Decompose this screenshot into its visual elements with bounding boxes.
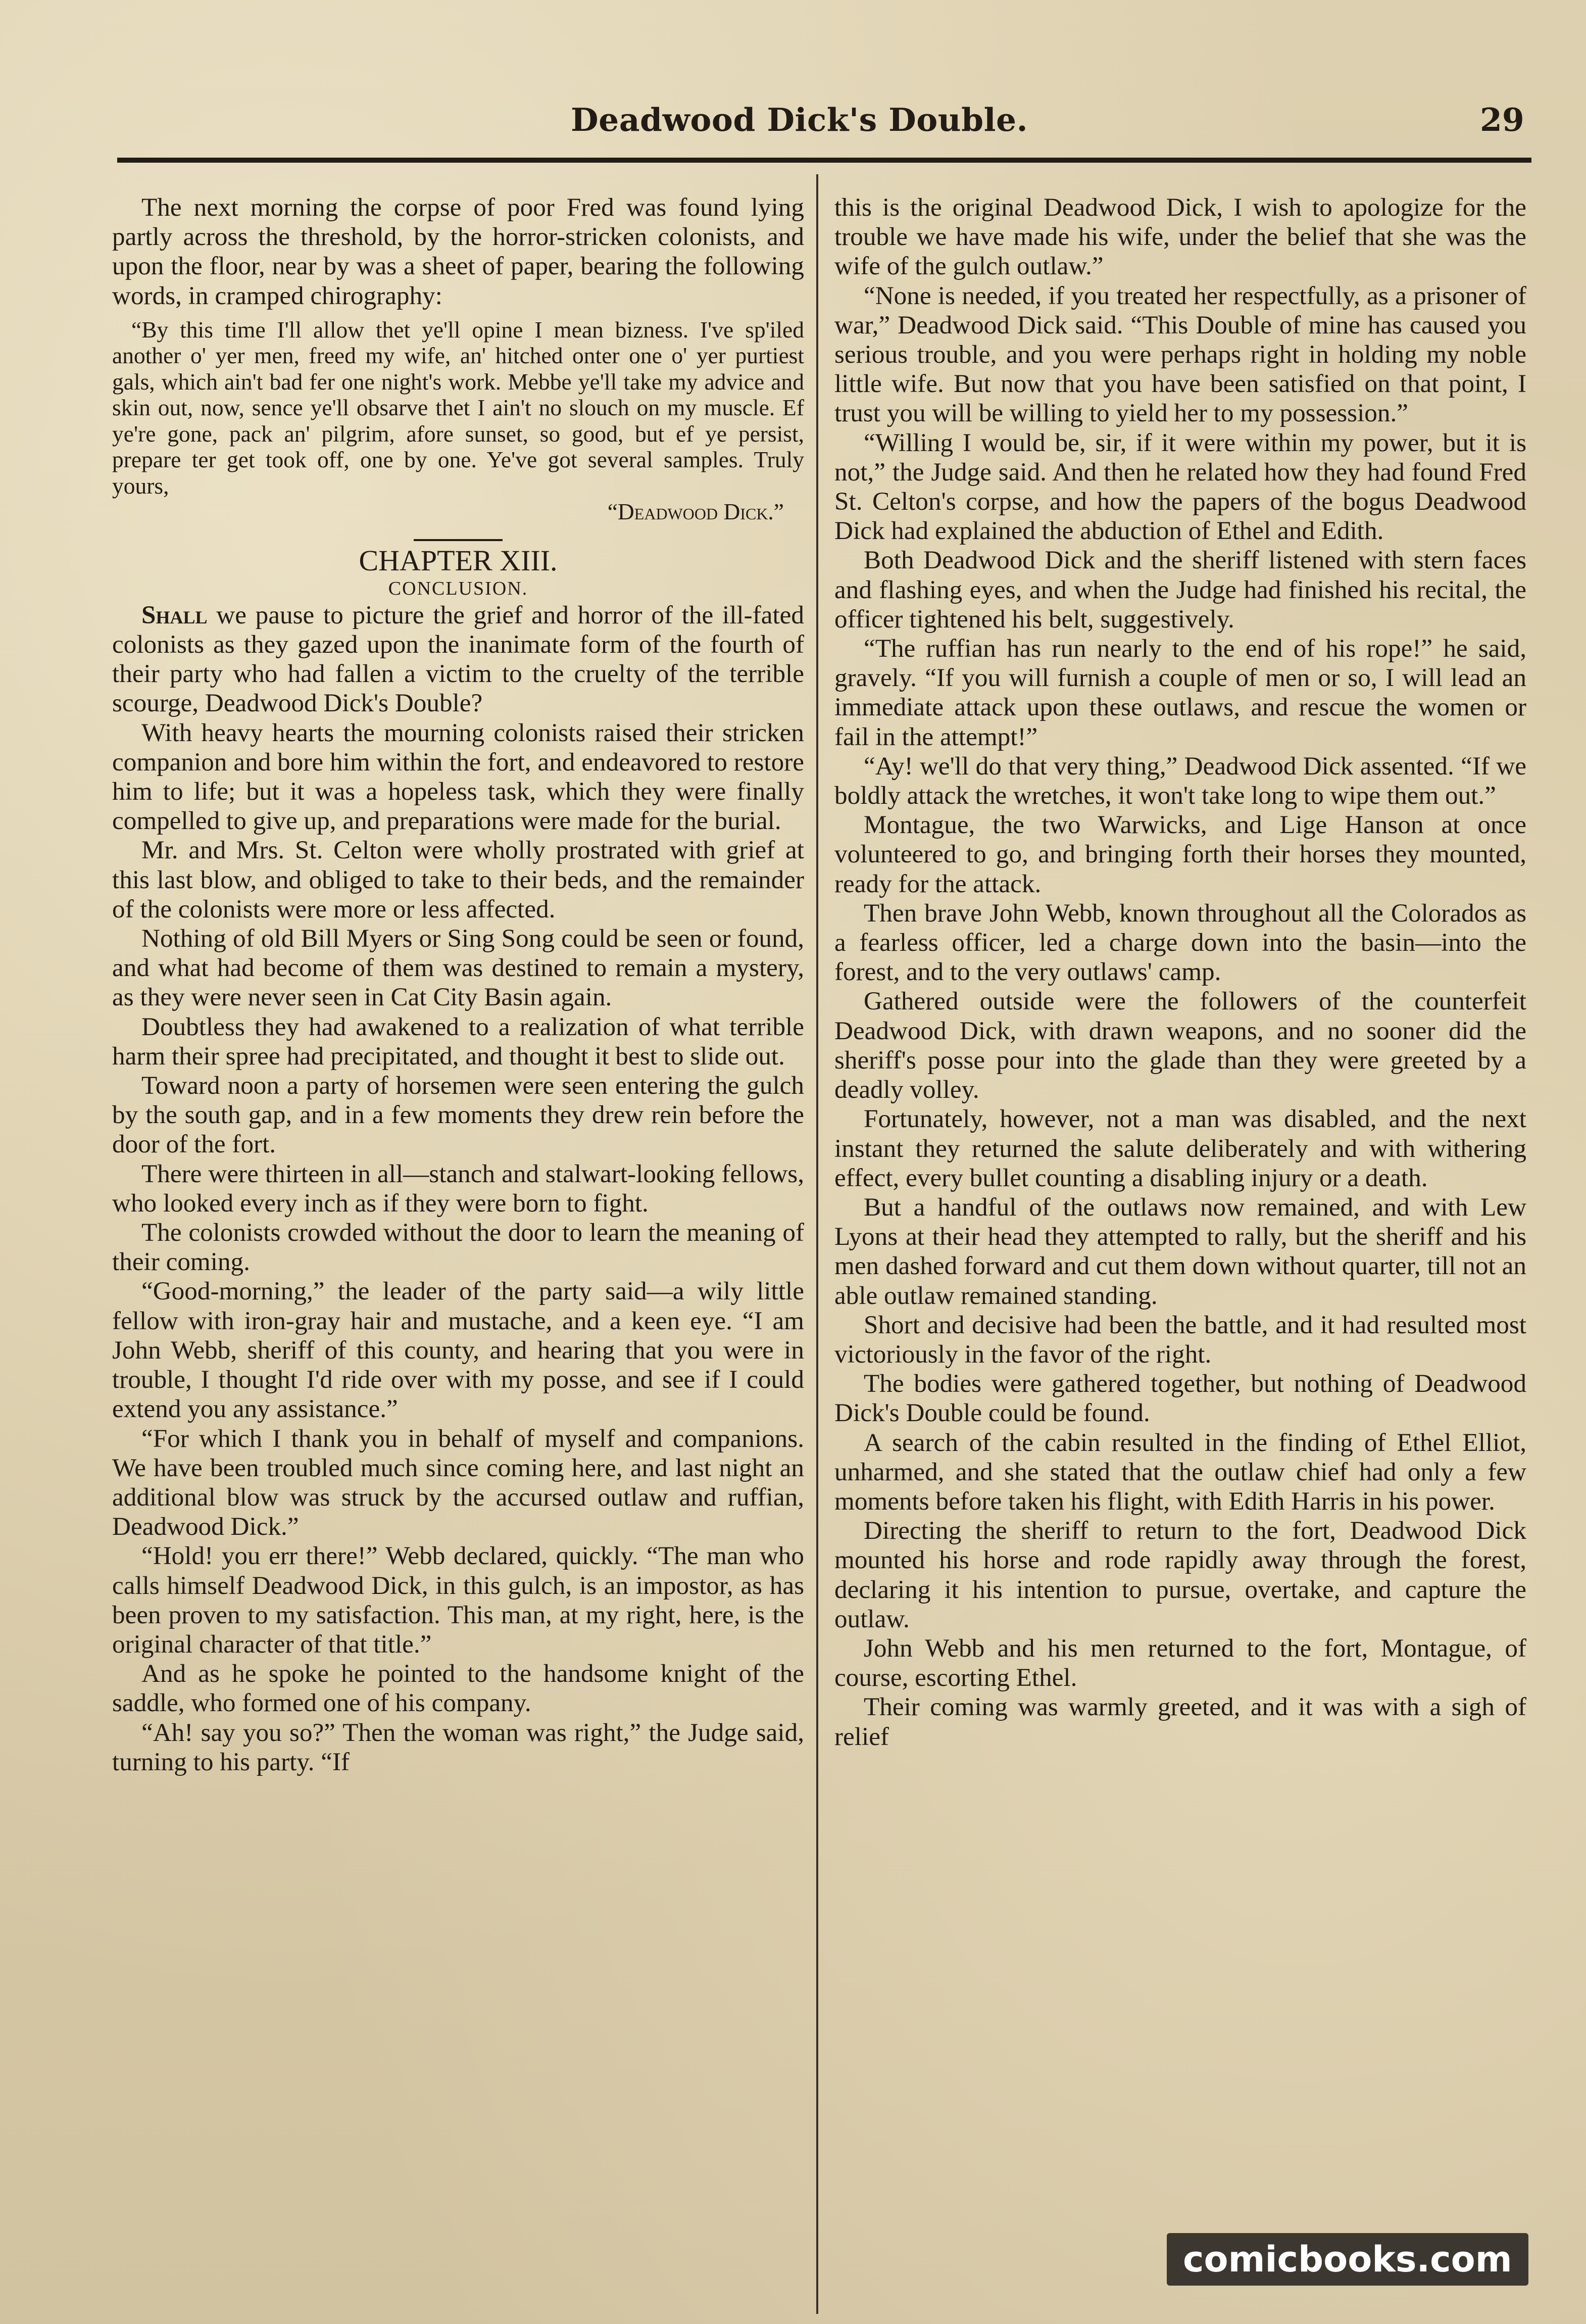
paragraph: “Good-morning,” the leader of the party said—a wily little fellow with iron-gray hair and mustache, and a keen eye. “I am John Webb, sheriff of this county, and hearing that you were in trouble, I thought I'd ride over with my posse, and see if I could extend you any assistance.” (112, 1277, 804, 1424)
paragraph: The bodies were gathered together, but nothing of Deadwood Dick's Double could be found. (834, 1369, 1526, 1428)
left-column (112, 193, 804, 2280)
paragraph: With heavy hearts the mourning colonists raised their stricken companion and bore him within the fort, and endeavored to restore him to life; but it was a hopeless task, which they were finally compelled to give up, and preparations were made for the burial. (112, 718, 804, 836)
paragraph: Montague, the two Warwicks, and Lige Hanson at once volunteered to go, and bringing forth their horses they mounted, ready for the attack. (834, 810, 1526, 898)
paragraph: Both Deadwood Dick and the sheriff listened with stern faces and flashing eyes, and when the Judge had finished his recital, the officer tightened his belt, suggestively. (834, 546, 1526, 634)
watermark-logo: comicbooks.com (1167, 2233, 1528, 2286)
paragraph-text: we pause to picture the grief and horror of the ill-fated colonists as they gazed upon the inanimate form of the fourth of their party who had fallen a victim to the cruelty of the terrible scourge, Deadwood Dick's Double? (112, 600, 804, 718)
paragraph: John Webb and his men returned to the fort, Montague, of course, escorting Ethel. (834, 1633, 1526, 1692)
letter-body: “By this time I'll allow thet ye'll opine I mean bizness. I've sp'iled another o' yer men, freed my wife, an' hitched onter one o' yer purtiest gals, which ain't bad fer one night's work. Mebbe ye'll take my advice and skin out, now, sence ye'll obsarve thet I ain't no slouch on my muscle. Ef ye're gone, pack an' pilgrim, afore sunset, so good, but ef ye persist, prepare ter get took off, one by one. Ye've got several samples. Truly yours, (112, 316, 804, 499)
running-header-title: Deadwood Dick's Double. (571, 101, 1028, 138)
column-divider (816, 174, 818, 2314)
chapter-subtitle: CONCLUSION. (388, 577, 528, 599)
paragraph: Nothing of old Bill Myers or Sing Song could be seen or found, and what had become of them was destined to remain a mystery, as they were never seen in Cat City Basin again. (112, 924, 804, 1012)
paragraph: A search of the cabin resulted in the finding of Ethel Elliot, unharmed, and she stated that the outlaw chief had only a few moments before taken his flight, with Edith Harris in his power. (834, 1428, 1526, 1516)
paragraph: The next morning the corpse of poor Fred was found lying partly across the threshold, by the horror-stricken colonists, and upon the floor, near by was a sheet of paper, bearing the following words, in cramped chirography: (112, 193, 804, 310)
paragraph: Directing the sheriff to return to the fort, Deadwood Dick mounted his horse and rode rapidly away through the forest, declaring it his intention to pursue, overtake, and capture the outlaw. (834, 1516, 1526, 1633)
header-rule (117, 158, 1531, 163)
paragraph: Fortunately, however, not a man was disabled, and the next instant they returned the salute deliberately and with withering effect, every bullet counting a disabling injury or a death. (834, 1104, 1526, 1192)
paragraph: Mr. and Mrs. St. Celton were wholly prostrated with grief at this last blow, and obliged to take to their beds, and the remainder of the colonists were more or less affected. (112, 836, 804, 924)
paragraph: And as he spoke he pointed to the handsome knight of the saddle, who formed one of his company. (112, 1659, 804, 1718)
chapter-title: CHAPTER XIII. (359, 544, 558, 577)
letter-signature: “Deadwood Dick.” (607, 499, 784, 525)
paragraph: “None is needed, if you treated her respectfully, as a prisoner of war,” Deadwood Dick said. “This Double of mine has caused you serious trouble, and you were perhaps right in holding my noble little wife. But now that you have been satisfied on that point, I trust you will be willing to yield her to my possession.” (834, 281, 1526, 428)
paragraph: “The ruffian has run nearly to the end of his rope!” he said, gravely. “If you will furnish a couple of men or so, I will lead an immediate attack upon these outlaws, and rescue the women or fail in the attempt!” (834, 634, 1526, 751)
paragraph: “Ah! say you so?” Then the woman was right,” the Judge said, turning to his party. “If (112, 1718, 804, 1776)
paragraph: Then brave John Webb, known throughout all the Colorados as a fearless officer, led a charge down into the basin—into the forest, and to the very outlaws' camp. (834, 898, 1526, 987)
paragraph: “For which I thank you in behalf of myself and companions. We have been troubled much since coming here, and last night an additional blow was struck by the accursed outlaw and ruffian, Deadwood Dick.” (112, 1424, 804, 1541)
paragraph: Doubtless they had awakened to a realization of what terrible harm their spree had precipitated, and thought it best to slide out. (112, 1012, 804, 1071)
paragraph: “Ay! we'll do that very thing,” Deadwood Dick assented. “If we boldly attack the wretches, it won't take long to wipe them out.” (834, 751, 1526, 810)
paragraph: “Hold! you err there!” Webb declared, quickly. “The man who calls himself Deadwood Dick, in this gulch, is an impostor, as has been proven to my satisfaction. This man, at my right, here, is the original character of that title.” (112, 1541, 804, 1659)
paragraph: Toward noon a party of horsemen were seen entering the gulch by the south gap, and in a few moments they drew rein before the door of the fort. (112, 1071, 804, 1159)
paragraph: There were thirteen in all—stanch and stalwart-looking fellows, who looked every inch as if they were born to fight. (112, 1159, 804, 1218)
outlaw-letter (112, 317, 804, 525)
paragraph: Their coming was warmly greeted, and it was with a sigh of relief (834, 1692, 1526, 1751)
paragraph: Gathered outside were the followers of the counterfeit Deadwood Dick, with drawn weapons, and no sooner did the sheriff's posse pour into the glade than they were greeted by a deadly volley. (834, 987, 1526, 1104)
paragraph: this is the original Deadwood Dick, I wish to apologize for the trouble we have made his wife, under the belief that she was the wife of the gulch outlaw.” (834, 193, 1526, 281)
page-number: 29 (1480, 101, 1524, 138)
paragraph: But a handful of the outlaws now remained, and with Lew Lyons at their head they attempted to rally, but the sheriff and his men dashed forward and cut them down without quarter, till not an able outlaw remained standing. (834, 1192, 1526, 1310)
lead-word: Shall (141, 600, 208, 630)
right-column (834, 193, 1526, 2280)
paragraph: The colonists crowded without the door to learn the meaning of their coming. (112, 1218, 804, 1277)
section-rule (414, 539, 503, 541)
paragraph (112, 601, 804, 718)
paragraph: “Willing I would be, sir, if it were within my power, but it is not,” the Judge said. And then he related how they had found Fred St. Celton's corpse, and how the papers of the bogus Deadwood Dick had explained the abduction of Ethel and Edith. (834, 428, 1526, 546)
paragraph: Short and decisive had been the battle, and it had resulted most victoriously in the favor of the right. (834, 1310, 1526, 1369)
